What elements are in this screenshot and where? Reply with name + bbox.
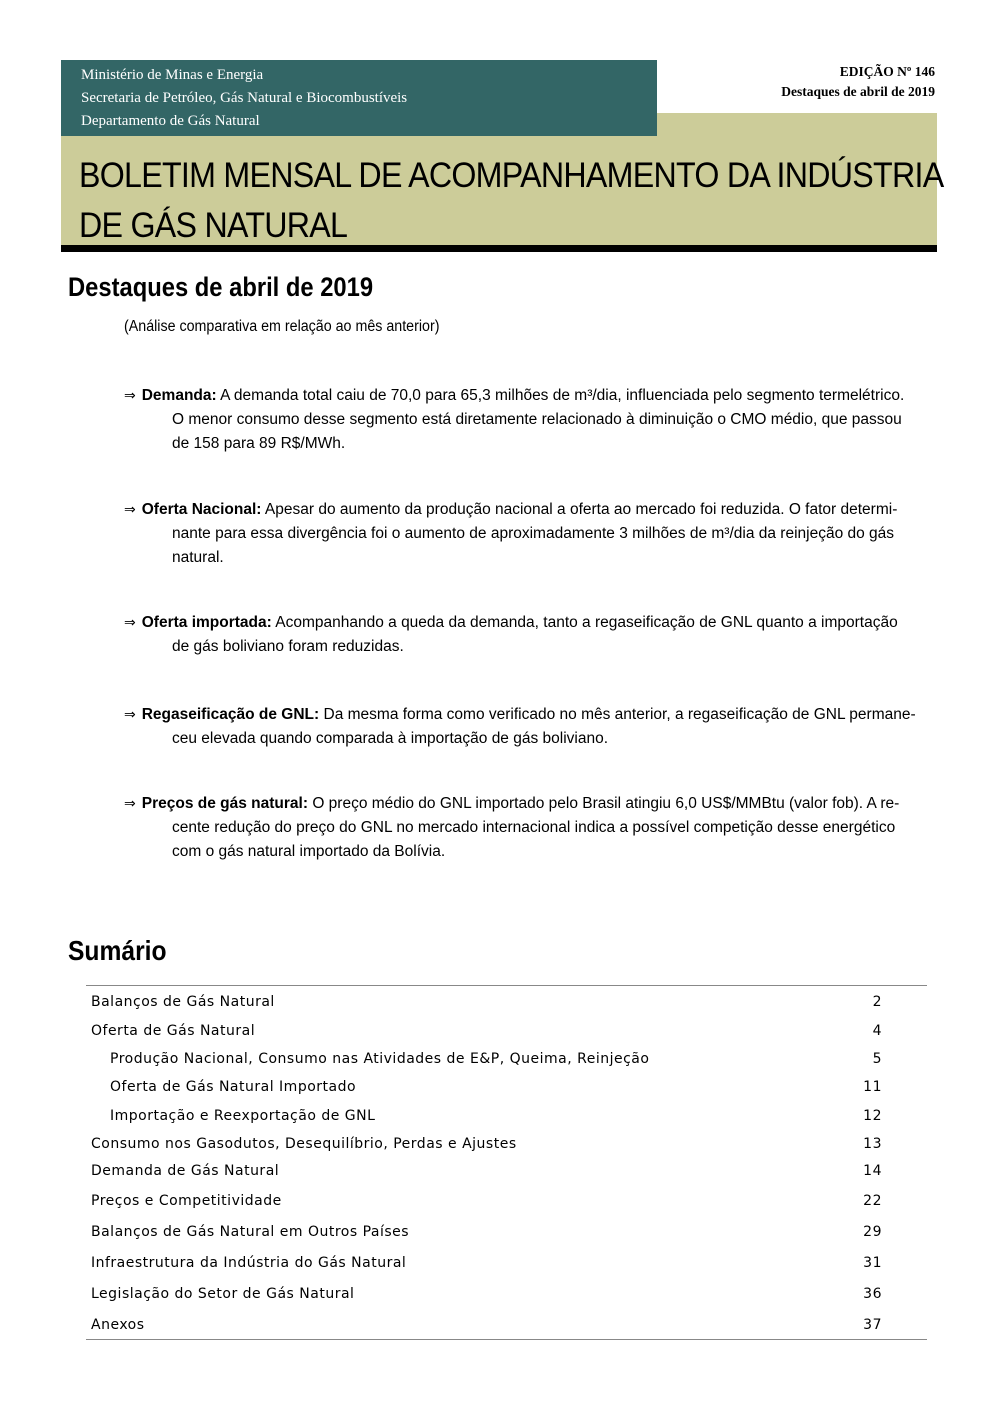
toc-entry-title: Legislação do Setor de Gás Natural [91,1286,355,1302]
highlight-line: de 158 para 89 R$/MWh. [172,435,346,452]
toc-entry-page: 29 [863,1224,882,1240]
title-rule [61,245,937,252]
ministry-box [61,60,657,136]
arrow-icon: ⇒ [124,388,136,404]
highlight-line-body [124,792,899,816]
toc-entry-page: 22 [863,1193,882,1209]
toc-entry-title: Consumo nos Gasodutos, Desequilíbrio, Perdas e Ajustes [91,1136,517,1152]
highlight-line [124,384,904,408]
arrow-icon: ⇒ [124,502,136,518]
toc-entry-title: Importação e Reexportação de GNL [110,1108,376,1124]
toc-entry-title: Balanços de Gás Natural [91,994,275,1010]
toc-entry-page: 12 [863,1108,882,1124]
highlights-subtitle: (Análise comparativa em relação ao mês anterior) [124,318,440,335]
highlight-label: Regaseificação de GNL: [141,706,320,723]
highlight-line: O menor consumo desse segmento está diretamente relacionado à diminuição o CMO médio, que passou [172,411,902,428]
table-of-contents [86,985,927,1340]
toc-entry-title: Anexos [91,1317,145,1333]
toc-entry-title: Oferta de Gás Natural [91,1023,256,1039]
highlight-text: Acompanhando a queda da demanda, tanto a regaseificação de GNL quanto a importação [275,614,898,631]
toc-entry-page: 13 [863,1136,882,1152]
highlight-label: Demanda: [141,387,217,404]
highlight-item-oferta-nacional [124,498,904,570]
toc-entry-page: 4 [872,1023,882,1039]
toc-entry-title: Oferta de Gás Natural Importado [110,1079,357,1095]
toc-entry-title: Produção Nacional, Consumo nas Atividades de E&P, Queima, Reinjeção [110,1051,650,1067]
document-title-line: DE GÁS NATURAL [79,206,348,245]
edition-number: EDIÇÃO Nº 146 [839,64,935,79]
arrow-icon: ⇒ [124,615,136,631]
highlight-line: cente redução do preço do GNL no mercado internacional indica a possível competição desse energético [172,819,896,836]
highlight-text: Da mesma forma como verificado no mês anterior, a regaseificação de GNL permane- [323,706,916,723]
highlight-line [124,611,904,635]
highlight-line [124,498,904,522]
highlight-text: A demanda total caiu de 70,0 para 65,3 milhões de m³/dia, influenciada pelo segmento termelétrico. [220,387,905,404]
highlight-item-precos [124,792,904,864]
toc-entry-title: Demanda de Gás Natural [91,1163,280,1179]
toc-entry-title: Preços e Competitividade [91,1193,282,1209]
highlight-line: ceu elevada quando comparada à importação de gás boliviano. [172,730,609,747]
toc-entry-page: 36 [863,1286,882,1302]
arrow-icon: ⇒ [124,707,136,723]
highlight-line-body [124,384,904,408]
highlight-line: nante para essa divergência foi o aumento de aproximadamente 3 milhões de m³/dia da reinjeção do gás [172,525,895,542]
summary-title: Sumário [68,935,167,966]
highlight-line [124,792,904,816]
highlight-label: Oferta Nacional: [141,501,262,518]
highlight-line-body [124,611,898,635]
highlight-line: de gás boliviano foram reduzidas. [172,638,404,655]
document-title-line: BOLETIM MENSAL DE ACOMPANHAMENTO DA INDÚSTRIA [79,156,944,195]
highlight-line: natural. [172,549,224,566]
highlight-text: O preço médio do GNL importado pelo Brasil atingiu 6,0 US$/MMBtu (valor fob). A re- [312,795,900,812]
highlight-line: com o gás natural importado da Bolívia. [172,843,446,860]
highlight-item-demanda [124,384,904,456]
toc-entry-title: Balanços de Gás Natural em Outros Países [91,1224,410,1240]
highlight-line [124,703,916,727]
toc-entry-page: 5 [872,1051,882,1067]
edition-block [781,62,935,102]
edition-subtitle: Destaques de abril de 2019 [781,84,935,99]
arrow-icon: ⇒ [124,796,136,812]
highlights-title: Destaques de abril de 2019 [68,272,374,302]
document-title [79,151,944,251]
highlight-line-body [124,498,897,522]
toc-entry-page: 2 [872,994,882,1010]
toc-entry-page: 14 [863,1163,882,1179]
toc-entry-page: 31 [863,1255,882,1271]
department-line: Departamento de Gás Natural [81,113,260,129]
ministry-line: Ministério de Minas e Energia [81,67,264,83]
toc-entry-page: 11 [863,1079,882,1095]
highlight-label: Oferta importada: [141,614,272,631]
highlight-item-oferta-importada [124,611,904,659]
highlight-item-regaseificacao [124,703,916,751]
toc-entry-title: Infraestrutura da Indústria do Gás Natural [91,1255,407,1271]
secretariat-line: Secretaria de Petróleo, Gás Natural e Biocombustíveis [81,90,408,106]
highlight-line-body [124,703,916,727]
toc-entry-page: 37 [863,1317,882,1333]
highlight-label: Preços de gás natural: [141,795,308,812]
highlight-text: Apesar do aumento da produção nacional a oferta ao mercado foi reduzida. O fator determi- [264,501,898,518]
